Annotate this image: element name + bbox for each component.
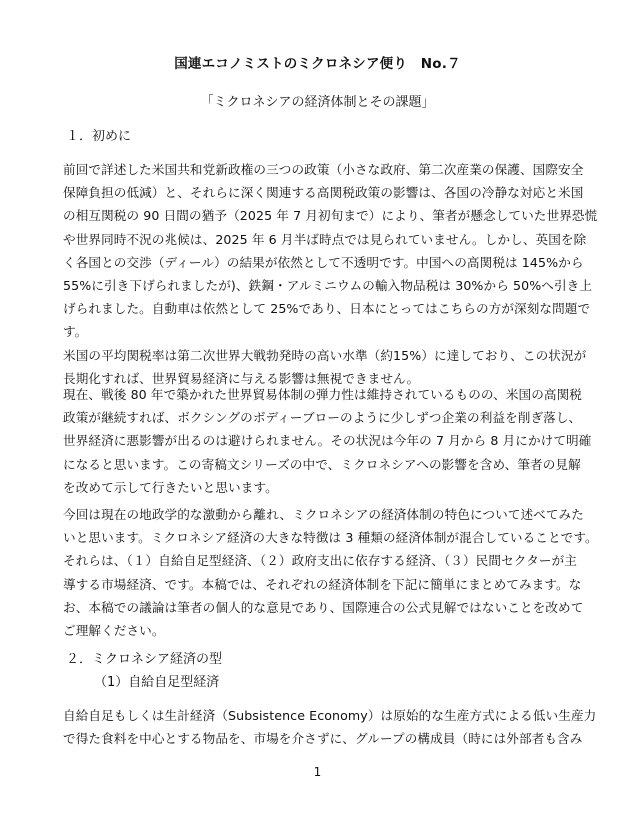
paragraph-subsistence-economy	[63, 704, 597, 750]
paragraph-line: く各国との交渉（ディール）の結果が依然として不透明です。中国への高関税は 145%から	[63, 254, 584, 270]
paragraph-line: す。	[63, 324, 88, 340]
section-2-subheading: （1）自給自足型経済	[94, 675, 220, 690]
paragraph-line: げられました。自動車は依然として 25%であり、日本にとってはこちらの方が深刻な問題で	[63, 301, 591, 317]
paragraph-line: 55%に引き下げられましたが)、鉄鋼・アルミニウムの輸入物品税は 30%から 50%へ引き上	[63, 278, 593, 294]
paragraph-trade-system	[63, 383, 592, 499]
paragraph-line: 今回は現在の地政学的な激動から離れ、ミクロネシアの経済体制の特色について述べてみた	[63, 507, 584, 522]
paragraph-line: いと思います。ミクロネシア経済の大きな特徴は 3 種類の経済体制が混合していることです。	[63, 530, 598, 546]
paragraph-introduction	[63, 158, 598, 390]
paragraph-line: になると思います。この寄稿文シリーズの中で、ミクロネシアへの影響を含め、筆者の見解	[63, 456, 581, 472]
paragraph-line: や世界同時不況の兆候は、2025 年 6 月半ば時点では見られていません。しかし、英国を除	[63, 231, 587, 247]
paragraph-line: 保障負担の低減）と、それらに深く関連する高関税政策の影響は、各国の冷静な対応と米国	[63, 185, 584, 201]
paragraph-line: それらは、（１）自給自足型経済、（２）政府支出に依存する経済、（３）民間セクターが主	[63, 553, 577, 569]
paragraph-line: 前回で詳述した米国共和党新政権の三つの政策（小さな政府、第二次産業の保護、国際安全	[63, 162, 584, 177]
paragraph-line: 長期化すれば、世界貿易経済に与える影響は無視できません。	[63, 370, 420, 386]
section-2-heading: ２．ミクロネシア経済の型	[66, 652, 223, 667]
paragraph-line: お、本稿での議論は筆者の個人的な意見であり、国際連合の公式見解ではないことを改めて	[63, 599, 584, 615]
paragraph-line: 世界経済に悪影響が出るのは避けられません。その状況は今年の 7 月から 8 月にかけて明確	[63, 433, 592, 449]
paragraph-line: 現在、戦後 80 年で築かれた世界貿易体制の弾力性は維持されているものの、米国の高関税	[63, 387, 582, 402]
section-1-heading: １．初めに	[66, 129, 132, 144]
paragraph-line: の相互関税の 90 日間の猶予（2025 年 7 月初旬まで）により、筆者が懸念していた世界恐慌	[63, 208, 598, 224]
paragraph-line: 導する市場経済、です。本稿では、それぞれの経済体制を下記に簡単にまとめてみます。な	[63, 576, 582, 592]
paragraph-economic-systems	[63, 503, 598, 642]
paragraph-line: を改めて示して行きたいと思います。	[63, 479, 278, 495]
document-title: 国連エコノミストのミクロネシア便り No.７	[174, 56, 461, 72]
paragraph-line: 自給自足もしくは生計経済（Subsistence Economy）は原始的な生産方式による低い生産力	[63, 708, 597, 723]
page-number: 1	[313, 765, 322, 779]
paragraph-line: 米国の平均関税率は第二次世界大戦勃発時の高い水準（約15%）に達しており、この状況が	[63, 347, 587, 363]
paragraph-line: ご理解ください。	[63, 623, 165, 639]
paragraph-line: で得た食料を中心とする物品を、市場を介さずに、グループの構成員（時には外部者も含み	[63, 731, 583, 747]
document-subtitle: 「ミクロネシアの経済体制とその課題」	[200, 95, 435, 110]
paragraph-line: 政策が継続すれば、ボクシングのボディーブローのように少しずつ企業の利益を削ぎ落し、	[63, 410, 582, 426]
